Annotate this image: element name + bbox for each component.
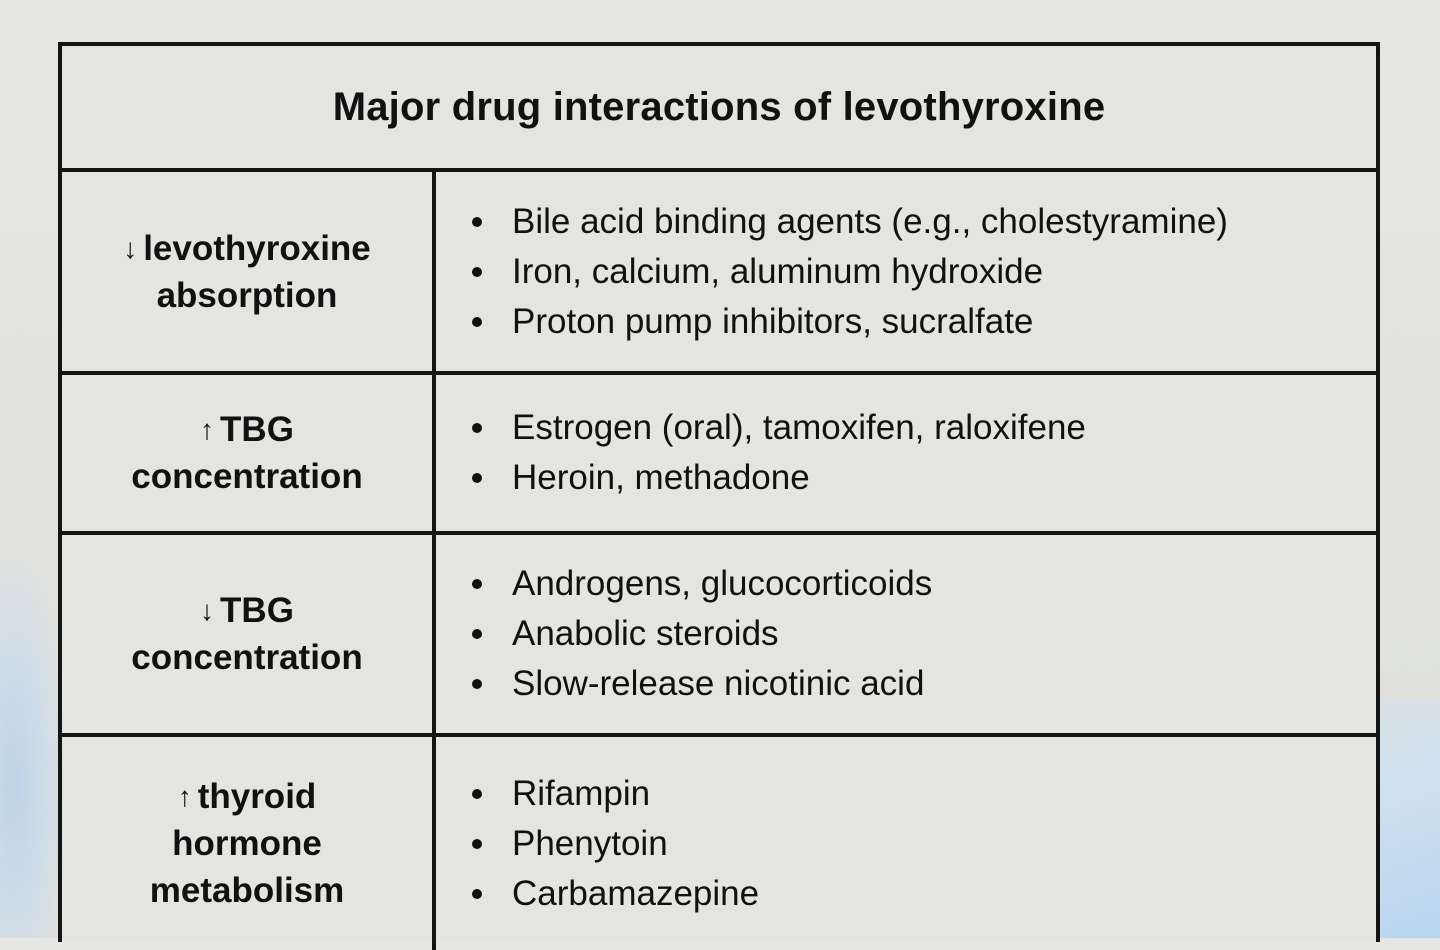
list-item xyxy=(472,403,1086,453)
list-item xyxy=(472,247,1228,297)
drugs-cell xyxy=(436,535,1376,733)
drug-name: Iron, calcium, aluminum hydroxide xyxy=(512,251,1044,291)
effect-label: concentration xyxy=(131,638,363,677)
list-item xyxy=(472,659,932,709)
drug-name: Rifampin xyxy=(512,773,651,813)
list-item xyxy=(472,559,932,609)
table-title: Major drug interactions of levothyroxine xyxy=(332,84,1106,129)
list-item xyxy=(472,297,1228,347)
effect-cell xyxy=(62,737,436,950)
bullet-icon xyxy=(472,839,482,849)
table-row xyxy=(62,172,1376,375)
effect-cell xyxy=(62,172,436,371)
drug-list xyxy=(472,197,1228,347)
bullet-icon xyxy=(472,423,482,433)
bullet-icon xyxy=(472,889,482,899)
down-arrow-icon: ↓ xyxy=(200,595,215,626)
bullet-icon xyxy=(472,267,482,277)
drugs-cell xyxy=(436,737,1376,950)
effect-label: hormone xyxy=(172,824,322,863)
effect-label: absorption xyxy=(156,275,338,315)
table-row xyxy=(62,535,1376,737)
effect-label: TBG xyxy=(220,591,294,630)
effect-label: thyroid xyxy=(197,777,317,816)
effect-label: metabolism xyxy=(149,871,345,910)
up-arrow-icon: ↑ xyxy=(200,414,215,445)
drugs-cell xyxy=(436,375,1376,531)
list-item xyxy=(472,819,759,869)
drug-name: Slow-release nicotinic acid xyxy=(512,664,925,703)
drug-name: Anabolic steroids xyxy=(512,614,779,653)
list-item xyxy=(472,869,759,919)
bullet-icon xyxy=(472,317,482,327)
list-item xyxy=(472,609,932,659)
bullet-icon xyxy=(472,473,482,483)
down-arrow-icon: ↓ xyxy=(123,232,138,264)
effect-label: concentration xyxy=(131,457,363,496)
list-item xyxy=(472,197,1228,247)
drug-list xyxy=(472,403,1086,503)
drug-name: Bile acid binding agents (e.g., cholestyramine) xyxy=(512,201,1228,241)
effect-label: levothyroxine xyxy=(143,228,371,268)
table-row xyxy=(62,737,1376,950)
drug-name: Estrogen (oral), tamoxifen, raloxifene xyxy=(512,408,1086,447)
effect-cell xyxy=(62,375,436,531)
bullet-icon xyxy=(472,217,482,227)
drug-name: Androgens, glucocorticoids xyxy=(512,564,933,603)
up-arrow-icon: ↑ xyxy=(177,781,192,812)
interactions-table xyxy=(58,42,1380,942)
bullet-icon xyxy=(472,629,482,639)
drugs-cell xyxy=(436,172,1376,371)
effect-cell xyxy=(62,535,436,733)
table-title-row xyxy=(62,46,1376,172)
drug-name: Carbamazepine xyxy=(512,873,760,913)
effect-label: TBG xyxy=(220,410,294,449)
bullet-icon xyxy=(472,579,482,589)
list-item xyxy=(472,769,759,819)
drug-name: Phenytoin xyxy=(512,823,668,863)
drug-name: Heroin, methadone xyxy=(512,458,810,497)
drug-name: Proton pump inhibitors, sucralfate xyxy=(512,301,1034,341)
table-row xyxy=(62,375,1376,535)
bullet-icon xyxy=(472,679,482,689)
bullet-icon xyxy=(472,789,482,799)
list-item xyxy=(472,453,1086,503)
drug-list xyxy=(472,769,759,919)
drug-list xyxy=(472,559,932,709)
